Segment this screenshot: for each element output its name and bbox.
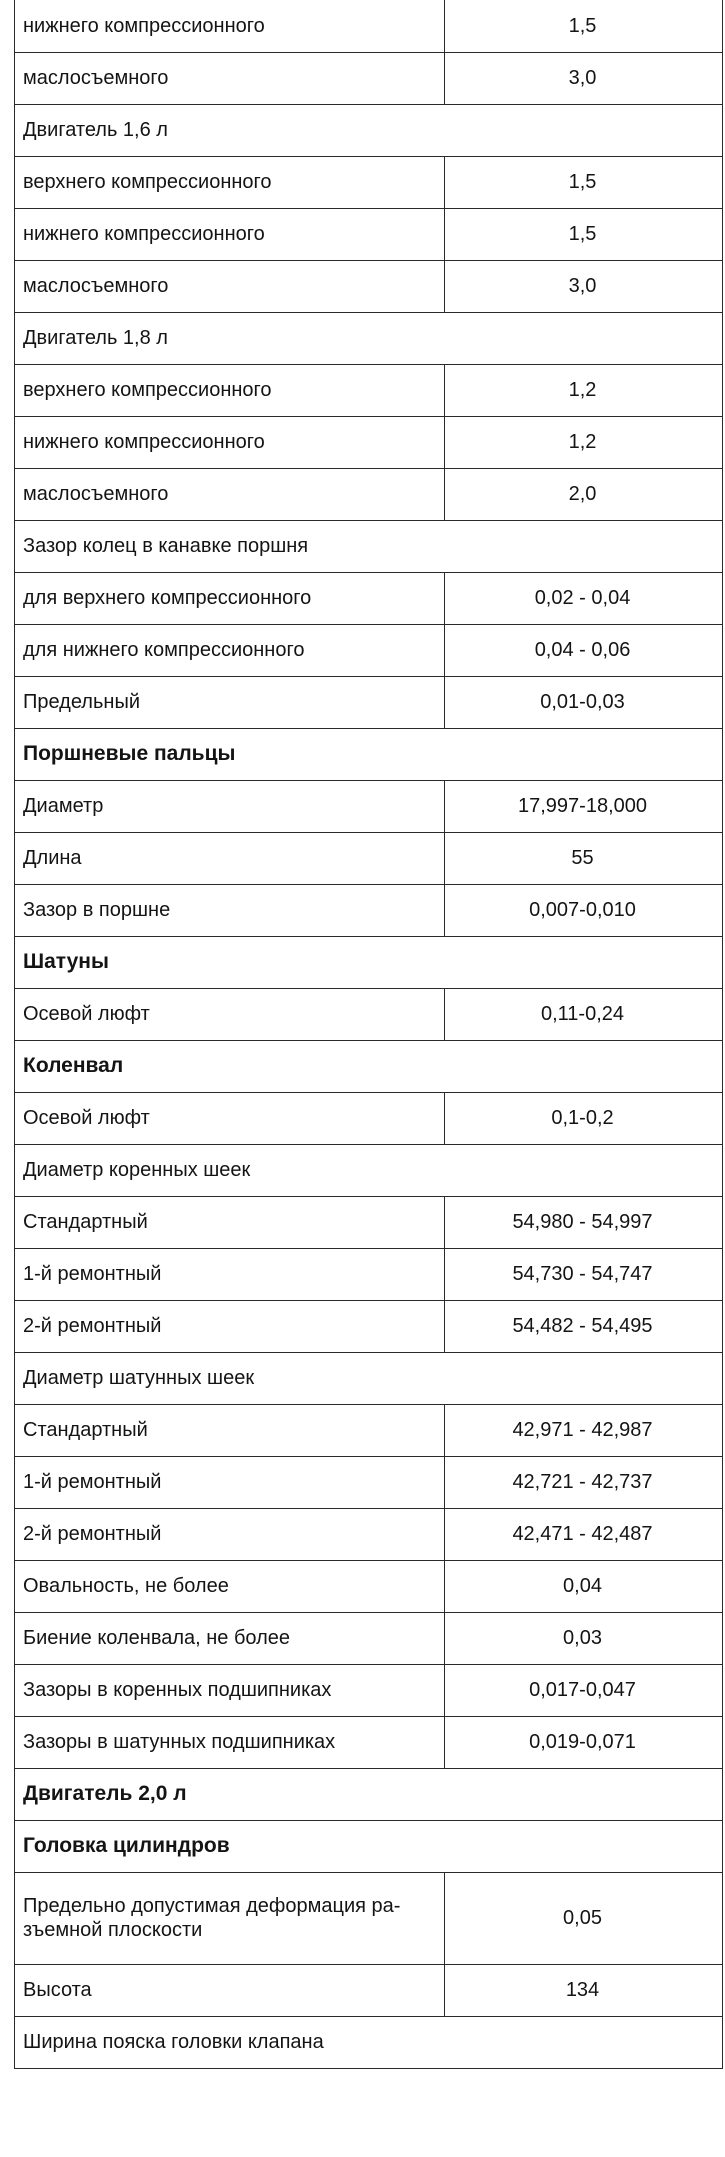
row-label: Стандартный [15, 1404, 445, 1456]
row-value: 2,0 [445, 468, 723, 520]
row-label-line: Предельно допустимая деформация ра- [23, 1895, 401, 1917]
row-value: 1,5 [445, 208, 723, 260]
subsection-label: Зазор колец в канавке поршня [15, 520, 723, 572]
table-row [15, 1196, 723, 1248]
table-row [15, 572, 723, 624]
row-value: 3,0 [445, 52, 723, 104]
row-label: Осевой люфт [15, 988, 445, 1040]
table-row [15, 1300, 723, 1352]
row-value: 3,0 [445, 260, 723, 312]
table-row [15, 1144, 723, 1196]
section-heading: Коленвал [15, 1040, 723, 1092]
table-row [15, 728, 723, 780]
row-value: 0,04 [445, 1560, 723, 1612]
row-label: маслосъемного [15, 468, 445, 520]
subsection-label: Двигатель 1,8 л [15, 312, 723, 364]
row-value: 0,11-0,24 [445, 988, 723, 1040]
row-value: 1,5 [445, 0, 723, 52]
spec-table-body [15, 0, 723, 2068]
row-value: 42,721 - 42,737 [445, 1456, 723, 1508]
row-label: Зазор в поршне [15, 884, 445, 936]
table-row [15, 104, 723, 156]
subsection-label: Ширина пояска головки клапана [15, 2016, 723, 2068]
row-label: Овальность, не более [15, 1560, 445, 1612]
row-value: 54,980 - 54,997 [445, 1196, 723, 1248]
table-row [15, 156, 723, 208]
spec-table [14, 0, 723, 2069]
row-label: Предельный [15, 676, 445, 728]
row-value: 1,5 [445, 156, 723, 208]
row-label: нижнего компрессионного [15, 0, 445, 52]
section-heading: Головка цилиндров [15, 1820, 723, 1872]
table-row [15, 52, 723, 104]
row-value: 0,019-0,071 [445, 1716, 723, 1768]
section-heading: Поршневые пальцы [15, 728, 723, 780]
row-value: 1,2 [445, 416, 723, 468]
row-value: 55 [445, 832, 723, 884]
section-heading: Шатуны [15, 936, 723, 988]
table-row [15, 1352, 723, 1404]
subsection-label: Диаметр коренных шеек [15, 1144, 723, 1196]
table-row [15, 988, 723, 1040]
table-row [15, 780, 723, 832]
row-label: Зазоры в коренных подшипниках [15, 1664, 445, 1716]
row-value: 54,730 - 54,747 [445, 1248, 723, 1300]
table-row [15, 468, 723, 520]
table-row [15, 208, 723, 260]
table-row [15, 1092, 723, 1144]
table-row [15, 1248, 723, 1300]
row-label: Осевой люфт [15, 1092, 445, 1144]
table-row [15, 260, 723, 312]
table-row [15, 2016, 723, 2068]
row-label: верхнего компрессионного [15, 156, 445, 208]
row-label: нижнего компрессионного [15, 416, 445, 468]
row-value: 0,03 [445, 1612, 723, 1664]
table-row [15, 1612, 723, 1664]
table-row [15, 1964, 723, 2016]
row-label: 1-й ремонтный [15, 1248, 445, 1300]
row-label: 2-й ремонтный [15, 1300, 445, 1352]
row-label [15, 1872, 445, 1964]
table-row [15, 1716, 723, 1768]
table-row [15, 416, 723, 468]
row-label: Диаметр [15, 780, 445, 832]
row-label: Высота [15, 1964, 445, 2016]
table-row [15, 884, 723, 936]
table-row [15, 1560, 723, 1612]
row-value: 1,2 [445, 364, 723, 416]
row-label: Стандартный [15, 1196, 445, 1248]
table-row [15, 624, 723, 676]
row-value: 54,482 - 54,495 [445, 1300, 723, 1352]
row-label-line: зъемной плоскости [23, 1919, 203, 1941]
row-value: 17,997-18,000 [445, 780, 723, 832]
row-value: 0,04 - 0,06 [445, 624, 723, 676]
table-row [15, 312, 723, 364]
row-label: 1-й ремонтный [15, 1456, 445, 1508]
table-row [15, 1768, 723, 1820]
row-label: нижнего компрессионного [15, 208, 445, 260]
row-value: 0,05 [445, 1872, 723, 1964]
row-label: 2-й ремонтный [15, 1508, 445, 1560]
table-row [15, 936, 723, 988]
row-value: 42,971 - 42,987 [445, 1404, 723, 1456]
table-row [15, 1456, 723, 1508]
table-row [15, 1872, 723, 1964]
table-row [15, 1404, 723, 1456]
row-value: 0,02 - 0,04 [445, 572, 723, 624]
section-heading: Двигатель 2,0 л [15, 1768, 723, 1820]
table-row [15, 1040, 723, 1092]
table-row [15, 0, 723, 52]
row-label: Биение коленвала, не более [15, 1612, 445, 1664]
table-row [15, 520, 723, 572]
row-value: 0,007-0,010 [445, 884, 723, 936]
row-label: маслосъемного [15, 260, 445, 312]
subsection-label: Двигатель 1,6 л [15, 104, 723, 156]
table-row [15, 1508, 723, 1560]
row-label: Зазоры в шатунных подшипниках [15, 1716, 445, 1768]
row-value: 42,471 - 42,487 [445, 1508, 723, 1560]
row-value: 0,1-0,2 [445, 1092, 723, 1144]
row-label: для нижнего компрессионного [15, 624, 445, 676]
table-row [15, 676, 723, 728]
row-value: 0,017-0,047 [445, 1664, 723, 1716]
row-label: для верхнего компрессионного [15, 572, 445, 624]
subsection-label: Диаметр шатунных шеек [15, 1352, 723, 1404]
table-row [15, 1664, 723, 1716]
table-row [15, 832, 723, 884]
table-row [15, 1820, 723, 1872]
row-value: 0,01-0,03 [445, 676, 723, 728]
row-label: верхнего компрессионного [15, 364, 445, 416]
row-label: Длина [15, 832, 445, 884]
row-value: 134 [445, 1964, 723, 2016]
table-row [15, 364, 723, 416]
row-label: маслосъемного [15, 52, 445, 104]
